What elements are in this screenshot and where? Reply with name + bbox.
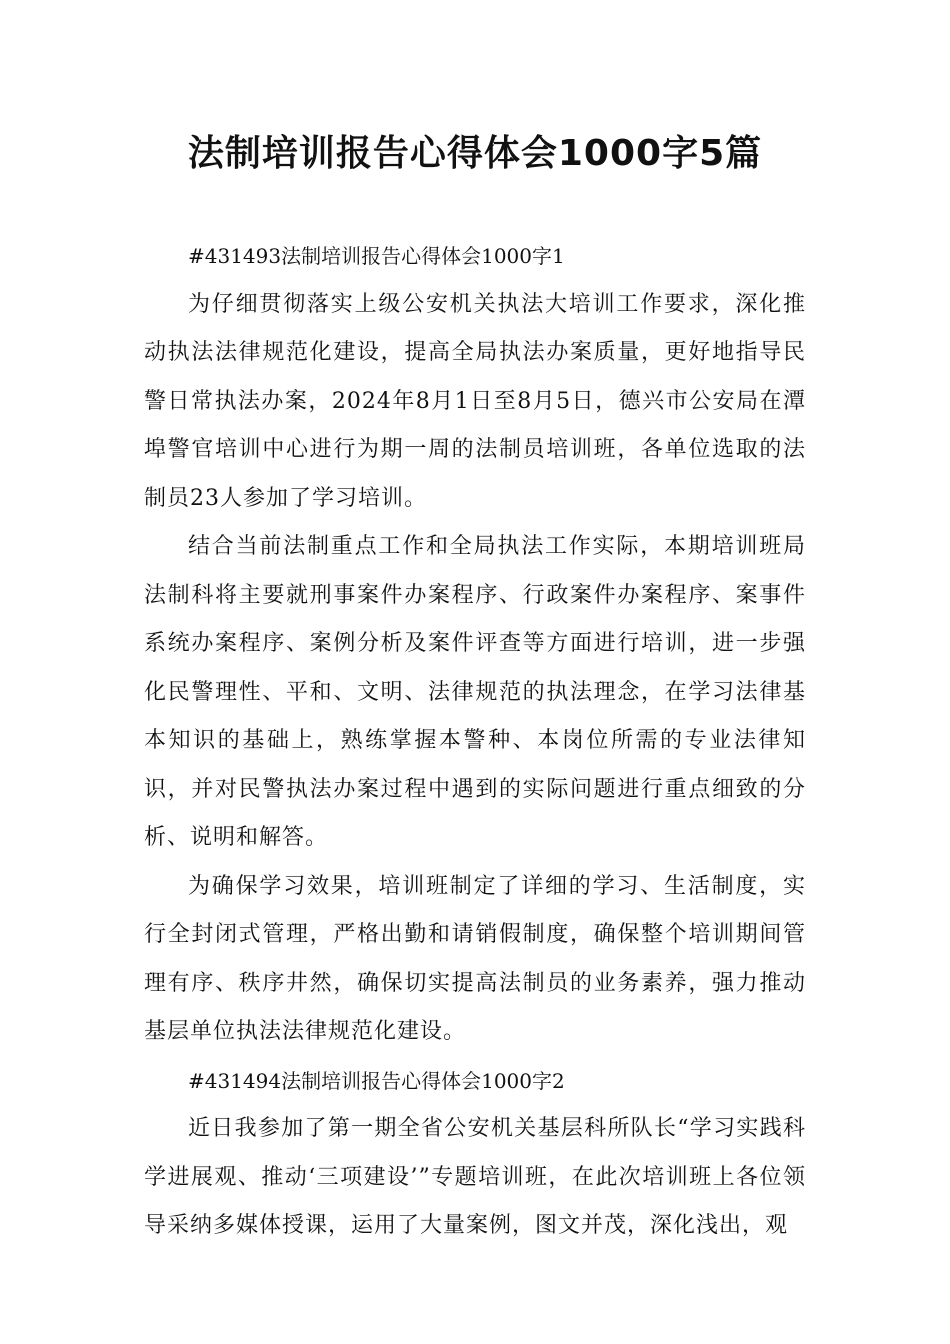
paragraph: 为仔细贯彻落实上级公安机关执法大培训工作要求，深化推动执法法律规范化建设，提高全局执法办案质量，更好地指导民警日常执法办案，2024年8月1日至8月5日，德兴市公安局在潭埠警官培训中心进行为期一周的法制员培训班，各单位选取的法制员23人参加了学习培训。 bbox=[144, 291, 806, 511]
paragraph: 结合当前法制重点工作和全局执法工作实际，本期培训班局法制科将主要就刑事案件办案程序、行政案件办案程序、案事件系统办案程序、案例分析及案件评查等方面进行培训，进一步强化民警理性、平和、文明、法律规范的执法理念，在学习法律基本知识的基础上，熟练掌握本警种、本岗位所需的专业法律知识，并对民警执法办案过程中遇到的实际问题进行重点细致的分析、说明和解答。 bbox=[144, 534, 806, 850]
document-body bbox=[144, 232, 806, 1251]
section-heading-2: #431494法制培训报告心得体会1000字2 bbox=[188, 1068, 565, 1093]
section-heading-1: #431493法制培训报告心得体会1000字1 bbox=[188, 244, 565, 268]
paragraph: 为确保学习效果，培训班制定了详细的学习、生活制度，实行全封闭式管理，严格出勤和请销假制度，确保整个培训期间管理有序、秩序井然，确保切实提高法制员的业务素养，强力推动基层单位执法法律规范化建设。 bbox=[144, 873, 806, 1044]
document-title: 法制培训报告心得体会1000字5篇 bbox=[187, 133, 763, 174]
paragraph: 近日我参加了第一期全省公安机关基层科所队长“学习实践科学进展观、推动‘三项建设’”专题培训班，在此次培训班上各位领导采纳多媒体授课，运用了大量案例，图文并茂，深化浅出，观 bbox=[144, 1116, 806, 1238]
